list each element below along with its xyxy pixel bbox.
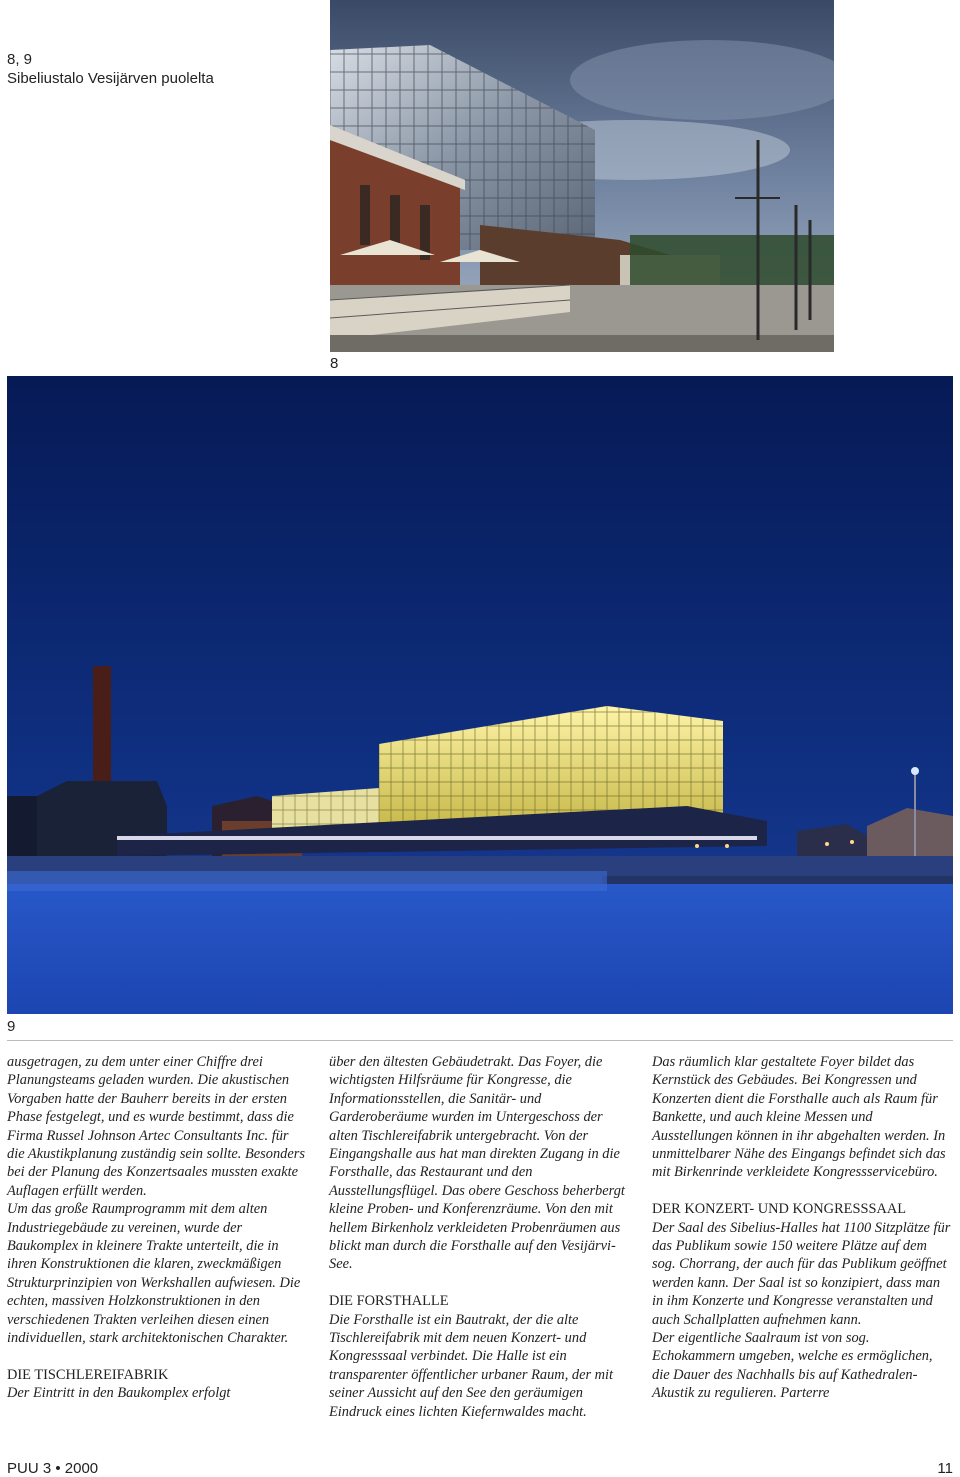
- figure-8-label: 8: [330, 355, 339, 372]
- figure-numbers: 8, 9: [7, 51, 33, 68]
- footer-page-number: 11: [937, 1460, 953, 1477]
- paragraph: Um das große Raumprogramm mit dem alten Industriegebäude zu vereinen, wurde der Baukomplex in kleinere Trakte unterteilt, die in ihren Konstruktionen die klaren, zweckmäßigen Strukturprinzipien von Werkshallen aufwiesen. Die echten, massiven Holzkonstruktionen in den verschiedenen Trakten verleihen diesen einen individuellen, stark architektonischen Charakter.: [7, 1201, 301, 1347]
- text-column-2: [329, 1053, 629, 1421]
- photo-9: [7, 376, 953, 1014]
- figure-caption-text: Sibeliustalo Vesijärven puolelta: [7, 70, 214, 87]
- paragraph: ausgetragen, zu dem unter einer Chiffre drei Planungsteams geladen wurden. Die akustischen Vorgaben hatte der Bauherr bereits in der ersten Phase festgelegt, und es wurde bestimmt, dass die Firma Russel Johnson Artec Consultants Inc. für die Akustikplanung zuständig sein sollte. Besonders bei der Planung des Konzertsaales mussten exakte Auflagen erfüllt werden.: [7, 1054, 305, 1199]
- paragraph: Der Saal des Sibelius-Halles hat 1100 Sitzplätze für das Publikum sowie 150 weitere Plätze auf dem sog. Chorrang, der auch für das Publikum geöffnet werden kann. Der Saal ist so konzipiert, dass man in ihm Konzerte und Kongresse veranstalten und auch Schallplatten aufnehmen kann.: [652, 1219, 951, 1328]
- figure-caption: [7, 50, 307, 88]
- paragraph: Der Eintritt in den Baukomplex erfolgt: [7, 1385, 231, 1402]
- section-heading: DIE TISCHLEREIFABRIK: [7, 1366, 169, 1383]
- footer-publication: PUU 3 • 2000: [7, 1460, 99, 1477]
- section-heading: DIE FORSTHALLE: [329, 1293, 449, 1310]
- section-heading: DER KONZERT- UND KONGRESSSAAL: [652, 1201, 907, 1218]
- paragraph: Das räumlich klar gestaltete Foyer bildet das Kernstück des Gebäudes. Bei Kongressen und Konzerten dient die Forsthalle auch als Raum für Bankette, und auch kleine Messen und Ausstellungen können in ihr abgehalten werden. In unmittelbarer Nähe des Eingangs befindet sich das mit Birkenrinde verkleidete Kongressservicebüro.: [652, 1054, 946, 1181]
- paragraph: über den ältesten Gebäudetrakt. Das Foyer, die wichtigsten Hilfsräume für Kongresse, die Informationsstellen, die Sanitär- und Garderoberäume wurden im Untergeschoss der alten Tischlereifabrik untergebracht. Von der Eingangshalle aus hat man direkten Zugang in die Forsthalle, das Restaurant und den Ausstellungsflügel. Das obere Geschoss beherbergt kleine Proben- und Konferenzräume. Von den mit hellem Birkenholz verkleideten Probenräumen aus blickt man durch die Forsthalle auf den Vesijärvi-See.: [329, 1054, 625, 1273]
- text-column-3: [652, 1053, 952, 1403]
- figure-9-label: 9: [7, 1018, 16, 1035]
- photo-8: [330, 0, 834, 352]
- text-column-1: [7, 1053, 307, 1403]
- paragraph: Der eigentliche Saalraum ist von sog. Echokammern umgeben, welche es ermöglichen, die Dauer des Nachhalls bis auf Kathedralen-Akustik zu regulieren. Parterre: [652, 1330, 933, 1402]
- paragraph: Die Forsthalle ist ein Bautrakt, der die alte Tischlereifabrik mit dem neuen Konzert- und Kongresssaal verbindet. Die Halle ist ein transparenter öffentlicher urbaner Raum, der mit seiner Aussicht auf den See den geräumigen Eindruck eines lichten Kiefernwaldes macht.: [329, 1311, 614, 1420]
- section-divider: [7, 1040, 953, 1041]
